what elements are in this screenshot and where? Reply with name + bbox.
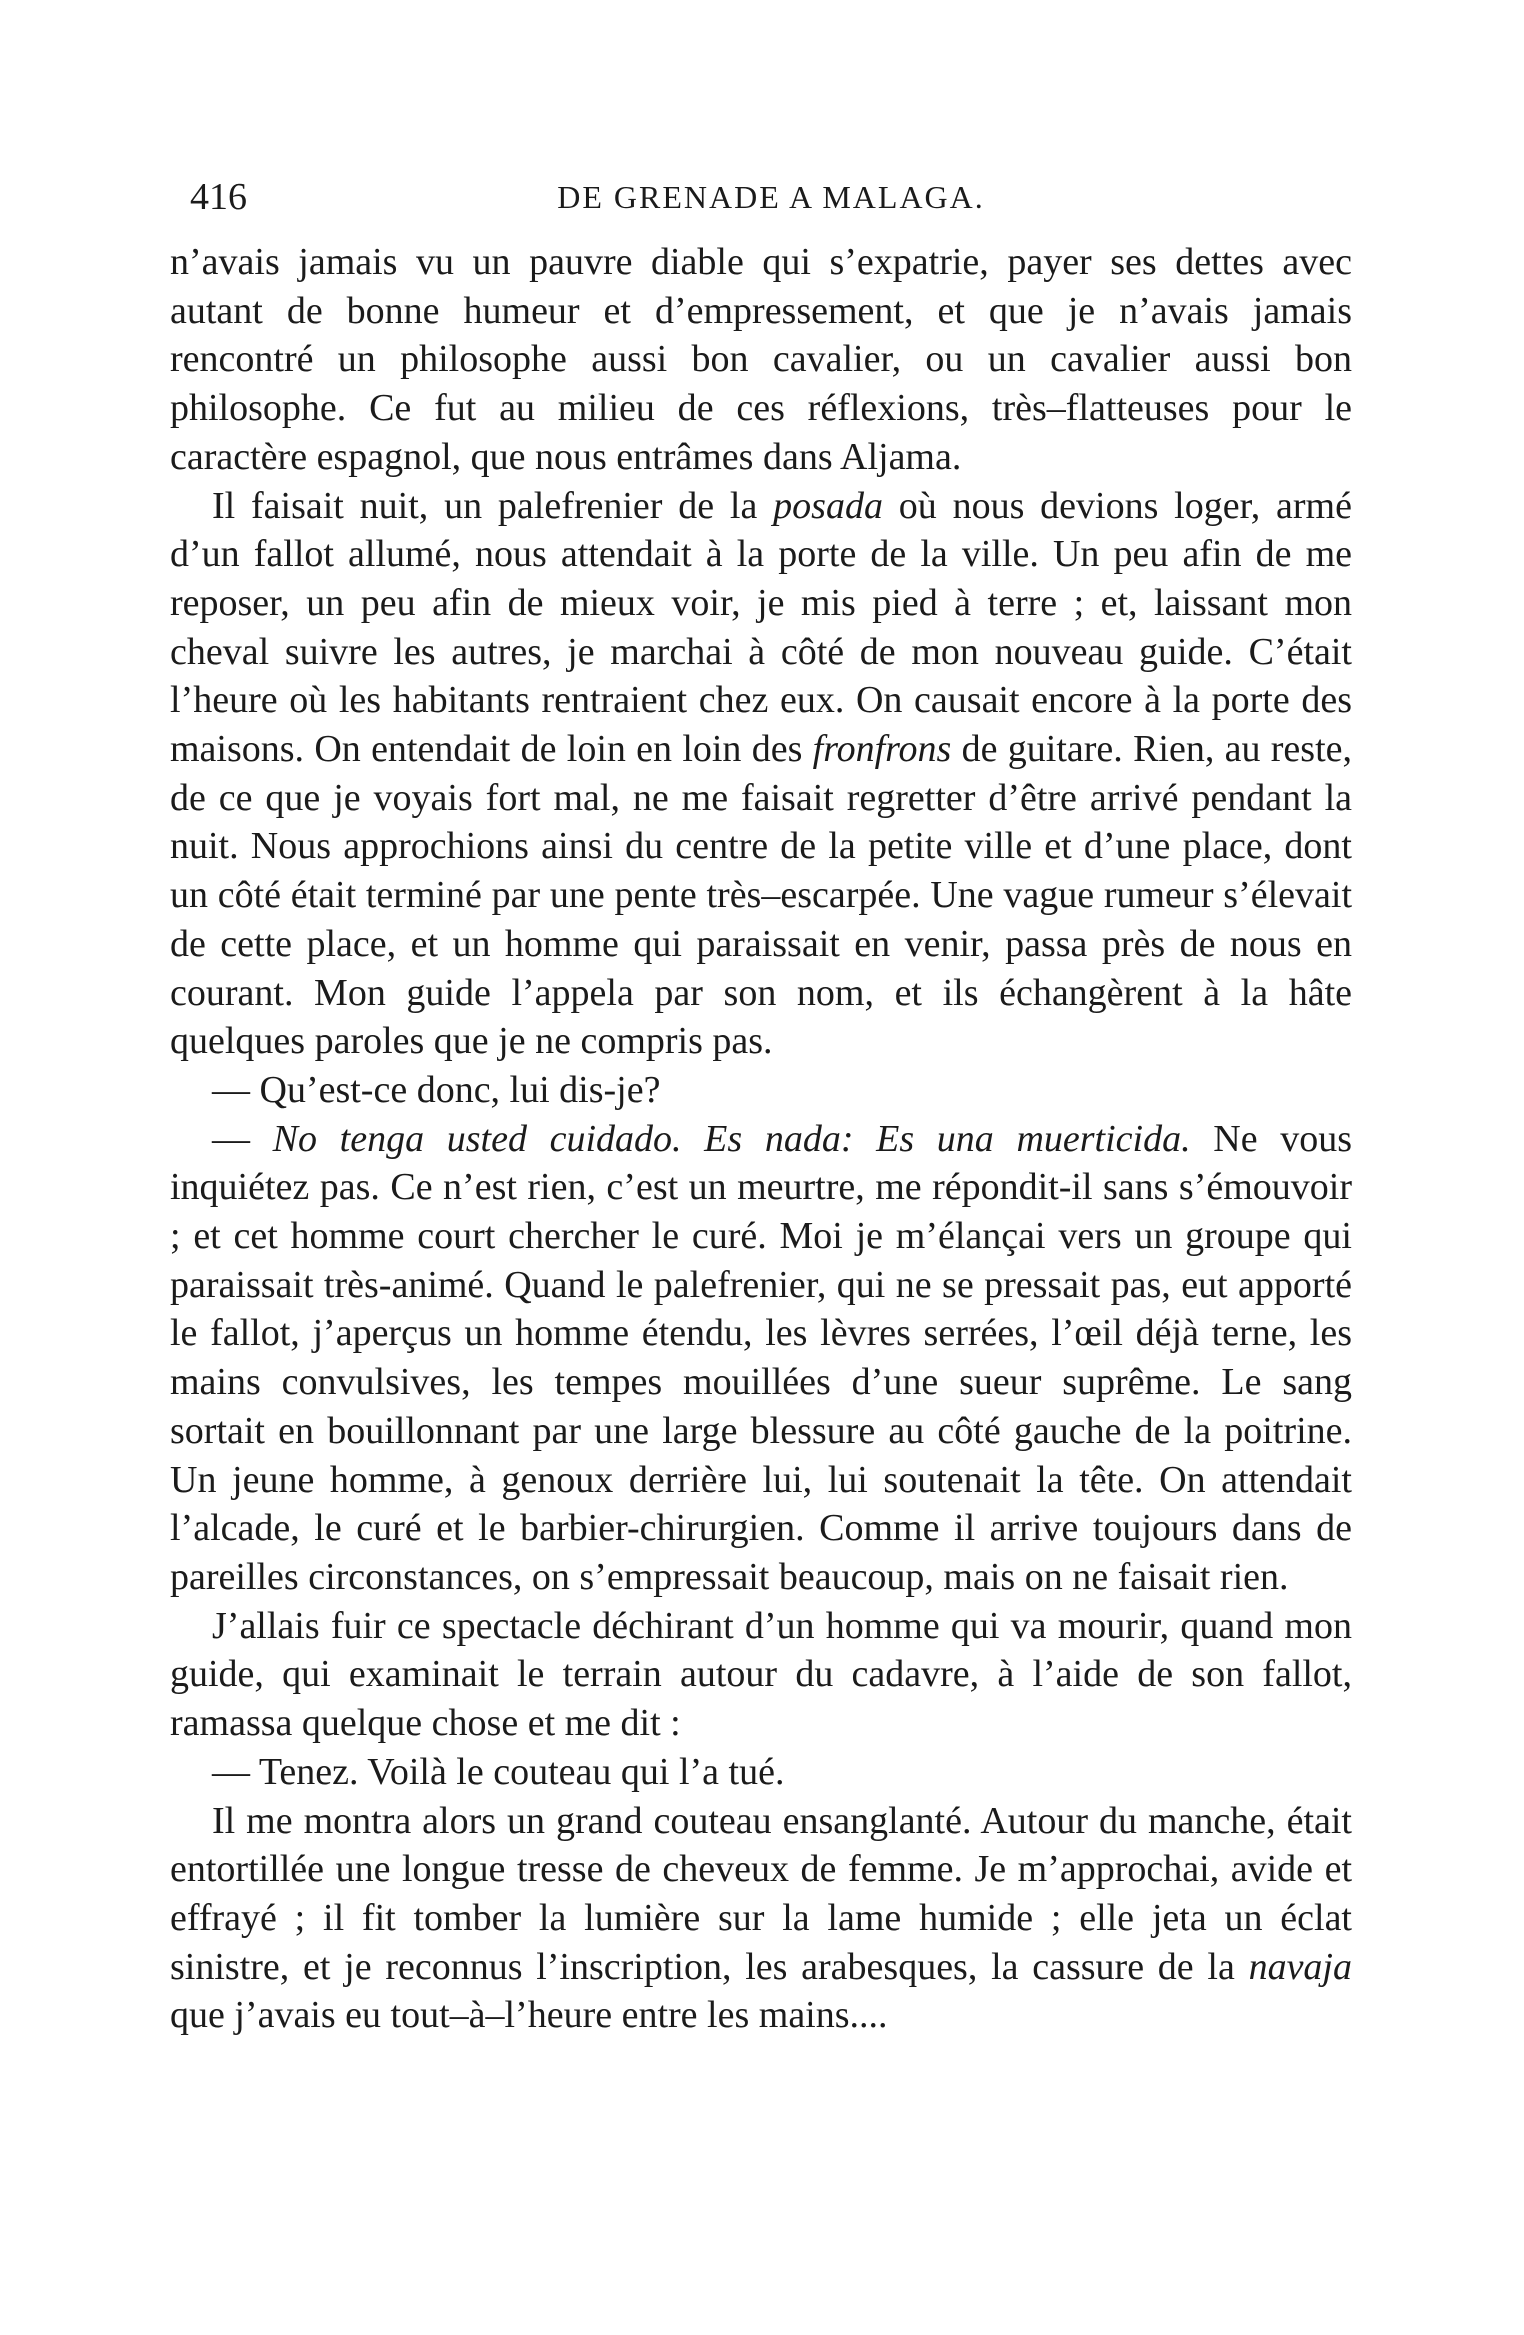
paragraph-7-text-a: Il me montra alors un grand couteau ensanglanté. Autour du manche, était entortillée une longue tresse de cheveux de femme. Je m’approchai, avide et effrayé ; il fit tomber la lumière sur la lame humide ; elle jeta un éclat sinistre, et je reconnus l’inscription, les arabesques, la cassure de la [170,1799,1352,1988]
italic-spanish-quote: No tenga usted cuidado. Es nada: Es una muerticida. [272,1117,1191,1160]
paragraph-6-dialogue: — Tenez. Voilà le couteau qui l’a tué. [212,1750,785,1793]
paragraph-4-text: Ne vous inquiétez pas. Ce n’est rien, c’est un meurtre, me répondit-il sans s’émouvoir ; et cet homme court chercher le curé. Moi je m’élançai vers un groupe qui paraissait très-animé. Quand le palefrenier, qui ne se pressait pas, eut apporté le fallot, j’aperçus un homme étendu, les lèvres serrées, l’œil déjà terne, les mains convulsives, les tempes mouillées d’une sueur suprême. Le sang sortait en bouillonnant par une large blessure au côté gauche de la poitrine. Un jeune homme, à genoux derrière lui, lui soutenait la tête. On attendait l’alcade, le curé et le barbier-chirurgien. Comme il arrive toujours dans de pareilles circonstances, on s’empressait beaucoup, mais on ne faisait rien. [170,1117,1352,1598]
paragraph-5: J’allais fuir ce spectacle déchirant d’un homme qui va mourir, quand mon guide, qui examinait le terrain autour du cadavre, à l’aide de son fallot, ramassa quelque chose et me dit : [170,1604,1352,1745]
running-title: DE GRENADE A MALAGA. [557,179,985,215]
italic-fronfrons: fronfrons [812,728,952,771]
paragraph-2-text-c: de guitare. Rien, au reste, de ce que je voyais fort mal, ne me faisait regretter d’être arrivé pendant la nuit. Nous approchions ainsi du centre de la petite ville et d’une place, dont un côté était terminé par une pente très–escarpée. Une vague rumeur s’élevait de cette place, et un homme qui paraissait en venir, passa près de nous en courant. Mon guide l’appela par son nom, et ils échangèrent à la hâte quelques paroles que je ne compris pas. [170,728,1352,1063]
page-number: 416 [190,176,247,218]
italic-navaja: navaja [1248,1945,1352,1988]
paragraph-4-dialogue [170,1115,1352,1602]
paragraph-1: n’avais jamais vu un pauvre diable qui s’expatrie, payer ses dettes avec autant de bonne humeur et d’empressement, et que je n’avais jamais rencontré un philosophe aussi bon cavalier, ou un cavalier aussi bon philosophe. Ce fut au milieu de ces réflexions, très–flatteuses pour le caractère espagnol, que nous entrâmes dans Aljama. [170,241,1352,478]
paragraph-3-dialogue: — Qu’est-ce donc, lui dis-je? [212,1068,661,1111]
paragraph-4-dash: — [212,1117,273,1160]
paragraph-2-text-b: où nous devions loger, armé d’un fallot allumé, nous attendait à la porte de la ville. Un peu afin de me reposer, un peu afin de mieux voir, je mis pied à terre ; et, laissant mon cheval suivre les autres, je marchai à côté de mon nouveau guide. C’était l’heure où les habitants rentraient chez eux. On causait encore à la porte des maisons. On entendait de loin en loin des [170,484,1352,771]
body-text [170,238,1352,2040]
paragraph-2-text-a: Il faisait nuit, un palefrenier de la [212,484,774,527]
paragraph-2 [170,482,1352,1066]
paragraph-7-text-b: que j’avais eu tout–à–l’heure entre les mains.... [170,1994,888,2037]
page-header [190,172,1352,222]
italic-posada: posada [773,484,883,527]
paragraph-7 [170,1797,1352,2041]
